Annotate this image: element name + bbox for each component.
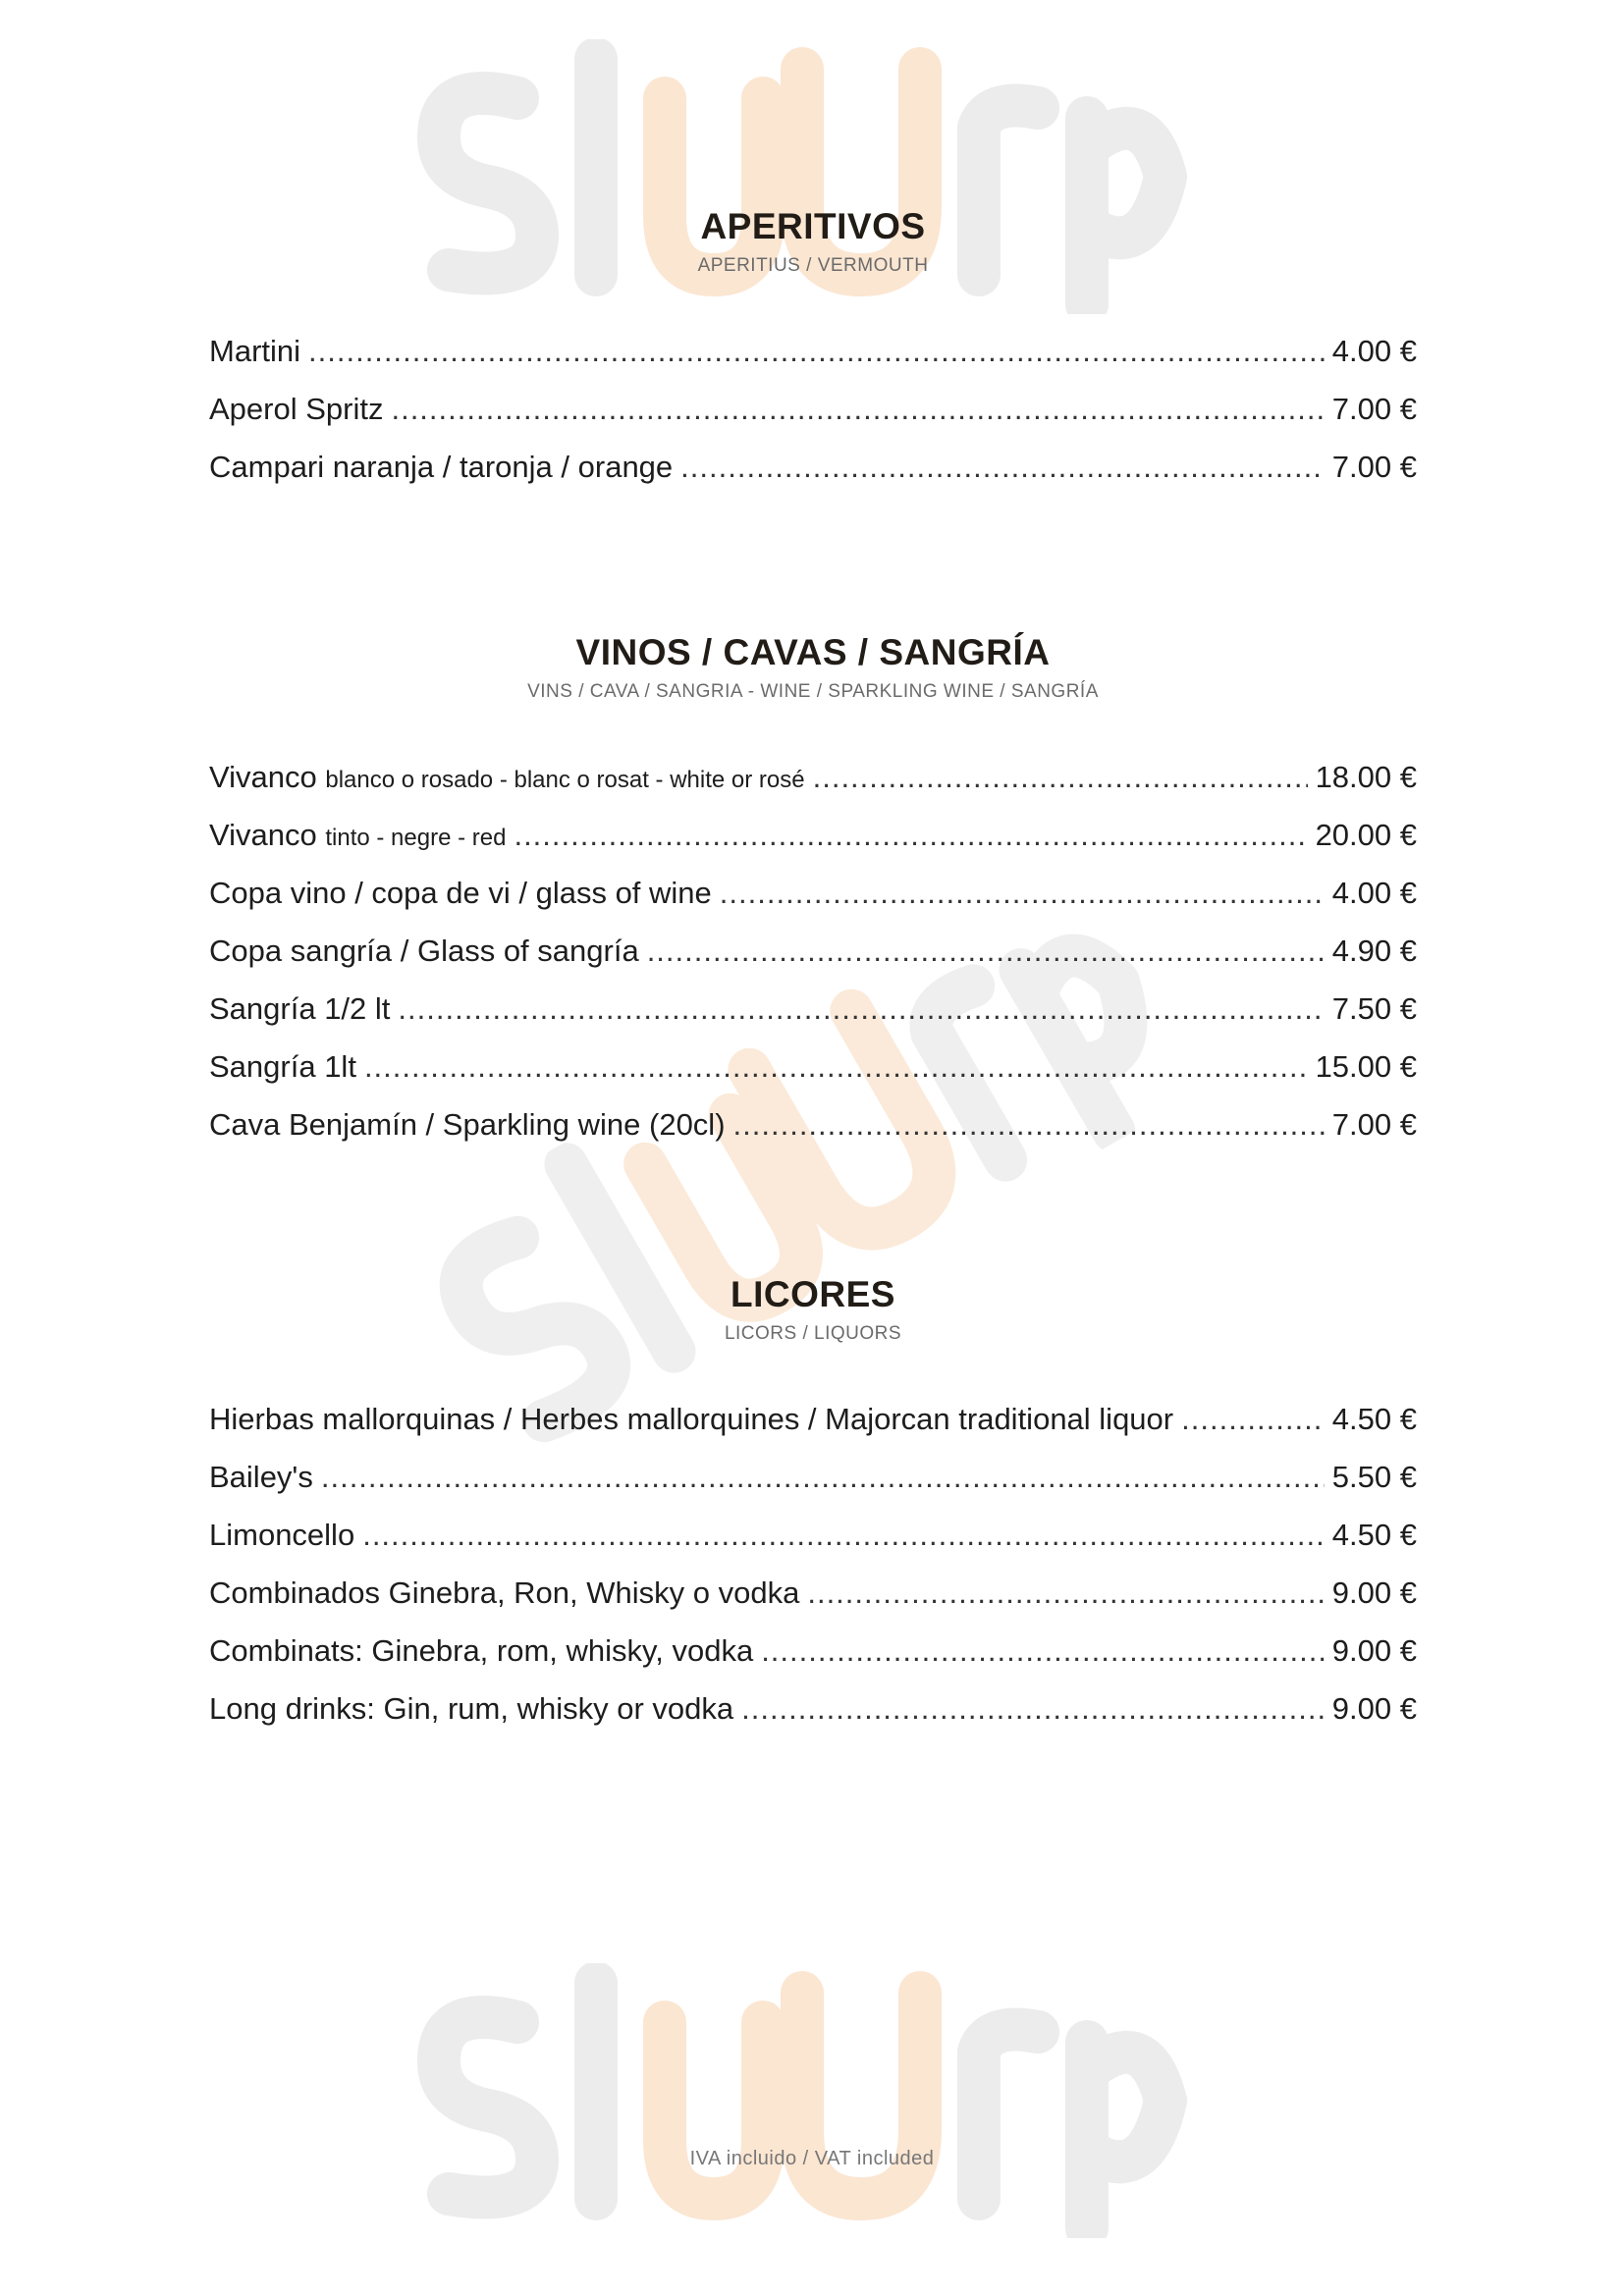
item-name: Cava Benjamín / Sparkling wine (20cl) xyxy=(209,1107,726,1142)
item-name: Limoncello xyxy=(209,1518,355,1552)
section-aperitivos xyxy=(209,206,1417,507)
dot-leader xyxy=(1181,1402,1325,1437)
menu-item xyxy=(209,934,1417,991)
item-name-main: Vivanco xyxy=(209,760,317,794)
item-name: Martini xyxy=(209,334,301,368)
item-price: 7.00 € xyxy=(1331,392,1417,426)
dot-leader xyxy=(680,450,1325,485)
menu-item xyxy=(209,1049,1417,1107)
section-licores xyxy=(209,1274,1417,1749)
item-price: 20.00 € xyxy=(1315,818,1417,852)
item-name: Combinats: Ginebra, rom, whisky, vodka xyxy=(209,1633,754,1668)
item-name: Sangría 1/2 lt xyxy=(209,991,391,1026)
item-price: 4.00 € xyxy=(1331,334,1417,368)
item-name xyxy=(209,818,506,853)
dot-leader xyxy=(807,1575,1324,1611)
dot-leader xyxy=(398,991,1324,1027)
section-title: LICORES xyxy=(731,1274,895,1314)
menu-item xyxy=(209,876,1417,934)
item-name: Copa vino / copa de vi / glass of wine xyxy=(209,876,712,910)
item-price: 9.00 € xyxy=(1331,1691,1417,1726)
dot-leader xyxy=(741,1691,1325,1727)
menu-item xyxy=(209,1107,1417,1165)
item-name-main: Vivanco xyxy=(209,818,317,852)
vat-note: IVA incluido / VAT included xyxy=(689,2148,935,2169)
section-vinos xyxy=(209,632,1417,1165)
item-price: 7.00 € xyxy=(1331,450,1417,484)
menu-item xyxy=(209,818,1417,876)
item-price: 4.00 € xyxy=(1331,876,1417,910)
menu-item xyxy=(209,1402,1417,1460)
section-subtitle: VINS / CAVA / SANGRIA - WINE / SPARKLING WINE / SANGRÍA xyxy=(527,681,1099,702)
item-name: Campari naranja / taronja / orange xyxy=(209,450,674,484)
item-price: 5.50 € xyxy=(1331,1460,1417,1494)
dot-leader xyxy=(813,760,1308,795)
slurpy-watermark xyxy=(400,1963,1224,2238)
menu-item xyxy=(209,450,1417,507)
dot-leader xyxy=(514,818,1307,853)
item-name: Sangría 1lt xyxy=(209,1049,356,1084)
item-name: Aperol Spritz xyxy=(209,392,384,426)
item-price: 7.00 € xyxy=(1331,1107,1417,1142)
item-detail: blanco o rosado - blanc o rosat - white or rosé xyxy=(325,767,805,793)
dot-leader xyxy=(321,1460,1325,1495)
section-subtitle: LICORS / LIQUORS xyxy=(724,1323,902,1344)
item-price: 15.00 € xyxy=(1315,1049,1417,1084)
section-subtitle: APERITIUS / VERMOUTH xyxy=(697,255,929,276)
item-price: 4.90 € xyxy=(1331,934,1417,968)
section-title: VINOS / CAVAS / SANGRÍA xyxy=(575,632,1051,672)
menu-item xyxy=(209,1575,1417,1633)
dot-leader xyxy=(362,1518,1325,1553)
item-price: 4.50 € xyxy=(1331,1402,1417,1436)
dot-leader xyxy=(733,1107,1325,1143)
item-detail: tinto - negre - red xyxy=(325,825,507,851)
menu-item xyxy=(209,1691,1417,1749)
dot-leader xyxy=(720,876,1325,911)
item-name: Bailey's xyxy=(209,1460,313,1494)
menu-item xyxy=(209,334,1417,392)
menu-item xyxy=(209,1460,1417,1518)
dot-leader xyxy=(647,934,1325,969)
menu-item xyxy=(209,760,1417,818)
item-price: 7.50 € xyxy=(1331,991,1417,1026)
menu-item xyxy=(209,1633,1417,1691)
item-price: 4.50 € xyxy=(1331,1518,1417,1552)
item-price: 9.00 € xyxy=(1331,1575,1417,1610)
menu-item xyxy=(209,1518,1417,1575)
item-price: 9.00 € xyxy=(1331,1633,1417,1668)
menu-item xyxy=(209,392,1417,450)
item-name: Long drinks: Gin, rum, whisky or vodka xyxy=(209,1691,734,1726)
item-name: Copa sangría / Glass of sangría xyxy=(209,934,639,968)
dot-leader xyxy=(761,1633,1325,1669)
dot-leader xyxy=(364,1049,1308,1085)
dot-leader xyxy=(308,334,1325,369)
item-name: Combinados Ginebra, Ron, Whisky o vodka xyxy=(209,1575,800,1610)
dot-leader xyxy=(391,392,1324,427)
item-name: Hierbas mallorquinas / Herbes mallorquines / Majorcan traditional liquor xyxy=(209,1402,1174,1436)
section-title: APERITIVOS xyxy=(700,206,926,246)
item-price: 18.00 € xyxy=(1315,760,1417,794)
item-name xyxy=(209,760,805,795)
menu-item xyxy=(209,991,1417,1049)
